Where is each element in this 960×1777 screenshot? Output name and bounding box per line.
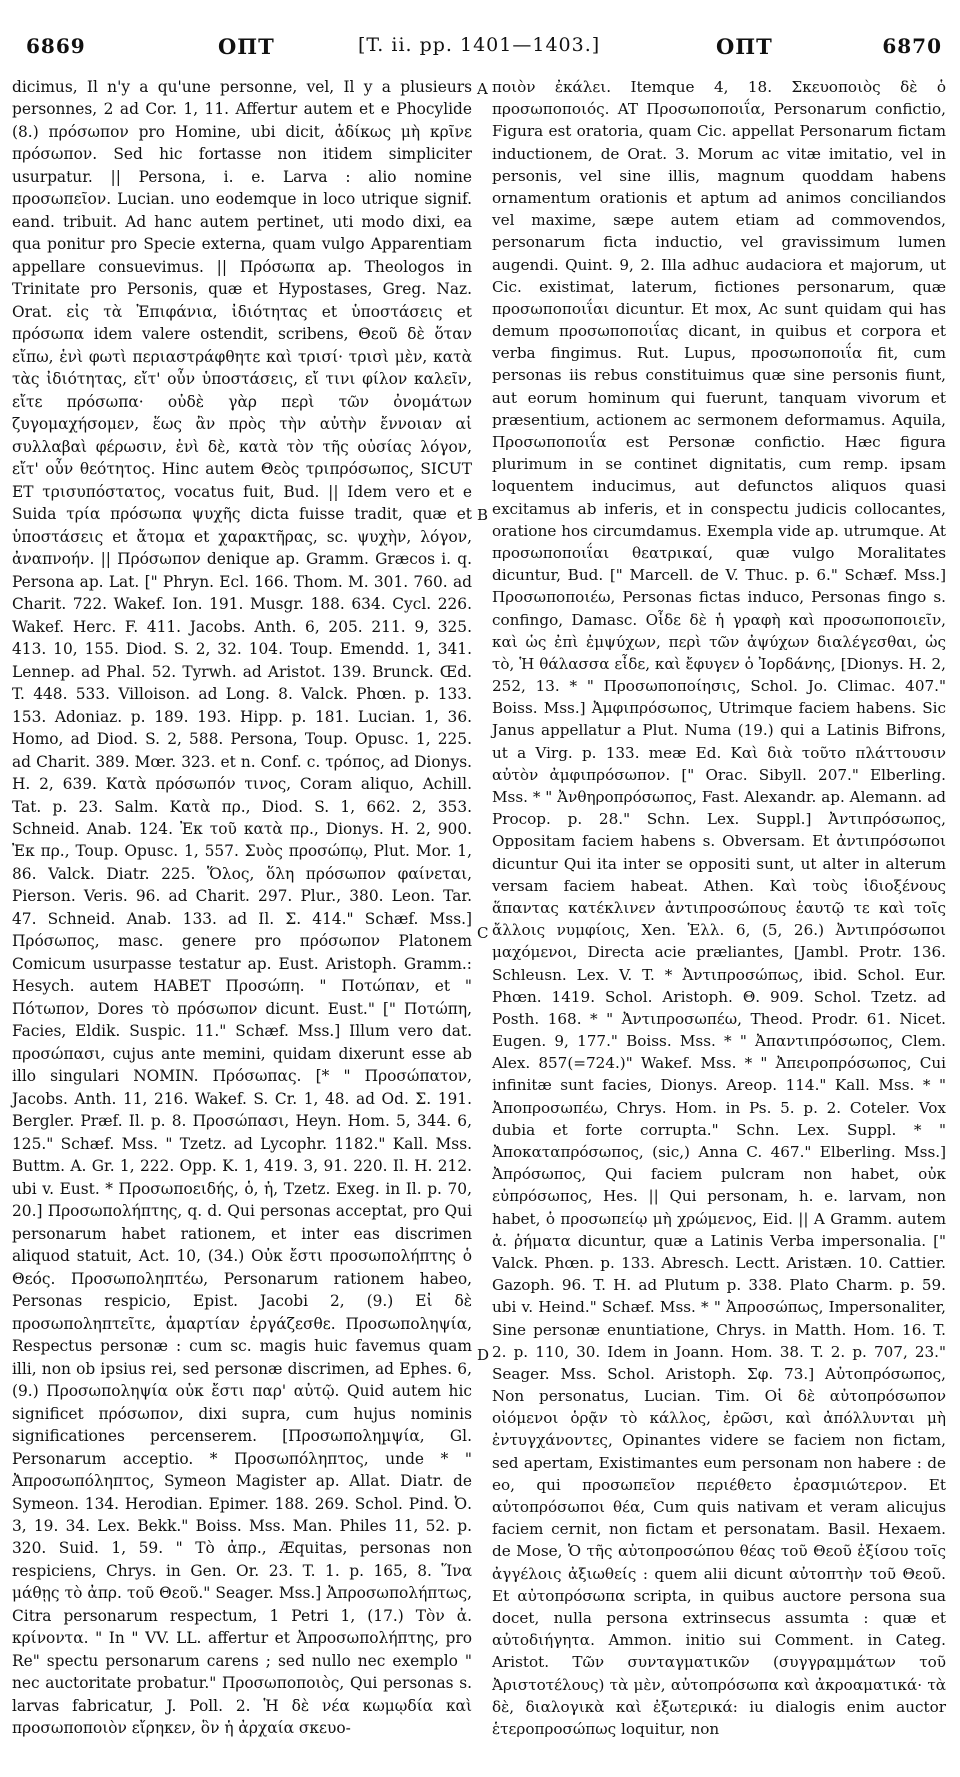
margin-letter-d: D xyxy=(477,1346,490,1364)
left-column-text: dicimus, Il n'y a qu'une personne, vel, Il y a plusieurs personnes, 2 ad Cor. 1, 11. Affertur autem et e Phocylide (8.) πρόσωπον pro Homine, ubi dicit, ἀδίκως μὴ κρῖνε πρόσωπον. Sed hic fortasse non itidem simpliciter usurpatur. || Persona, i. e. Larva : alio nomine προσωπεῖον. Lucian. uno eodemque in loco utrique signif. eand. tribuit. Ad hanc autem pertinet, uti modo dixi, ea qua ponitur pro Specie externa, quam vulgo Apparentiam appellare consuevimus. || Πρόσωπα ap. Theologos in Trinitate pro Personis, quæ et Hypostases, Greg. Naz. Orat. εἰς τὰ Ἐπιφάνια, ἰδιότητας et ὑποστάσεις et πρόσωπα idem valere ostendit, scribens, Θεοῦ δὲ ὅταν εἴπω, ἑνὶ φωτὶ περιαστράφθητε καὶ τρισί· τρισὶ μὲν, κατὰ τὰς ἰδιότητας, εἴτ' οὖν ὑποστάσεις, εἴ τινι φίλον καλεῖν, εἴτε πρόσωπα· οὐδὲ γὰρ περὶ τῶν ὀνομάτων ζυγομαχήσομεν, ἕως ἂν πρὸς τὴν αὐτὴν ἔννοιαν αἱ συλλαβαὶ φέρωσιν, ἑνὶ δὲ, κατὰ τὸν τῆς οὐσίας λόγον, εἴτ' οὖν θεότητος. Hinc autem Θεὸς τριπρόσωπος, SICUT ET τρισυπόστατος, vocatus fuit, Bud. || Idem vero et e Suida τρία πρόσωπα ψυχῆς dicta fuisse tradit, quæ et ὑποστάσεις et ἄτομα et χαρακτῆρας, sc. ψυχὴν, λόγον, ἀναπνοήν. || Πρόσωπον denique ap. Gramm. Græcos i. q. Persona ap. Lat. [" Phryn. Ecl. 166. Thom. M. 301. 760. ad Charit. 722. Wakef. Ion. 191. Musgr. 188. 634. Cycl. 226. Wakef. Herc. F. 411. Jacobs. Anth. 6, 205. 211. 9, 325. 413. 10, 155. Diod. S. 2, 32. 104. Toup. Emendd. 1, 341. Lennep. ad Phal. 52. Tyrwh. ad Aristot. 139. Brunck. Œd. T. 448. 533. Villoison. ad Long. 8. Valck. Phœn. p. 133. 153. Adoniaz. p. 189. 193. Hipp. p. 181. Lucian. 1, 36. Homo, ad Diod. S. 2, 588. Persona, Toup. Opusc. 1, 225. ad Charit. 389. Mœr. 323. et n. Conf. c. τρόπος, ad Dionys. H. 2, 639. Κατὰ πρόσωπόν τινος, Coram aliquo, Achill. Tat. p. 23. Salm. Κατὰ πρ., Diod. S. 1, 662. 2, 353. Schneid. Anab. 124. Ἐκ τοῦ κατὰ πρ., Dionys. H. 2, 900. Ἐκ πρ., Toup. Opusc. 1, 557. Συὸς προσώπῳ, Plut. Mor. 1, 86. Valck. Diatr. 225. Ὅλος, ὅλη πρόσωπον φαίνεται, Pierson. Veris. 96. ad Charit. 297. Plur., 380. Leon. Tar. 47. Schneid. Anab. 133. ad Il. Σ. 414." Schæf. Mss.] Πρόσωπος, masc. genere pro πρόσωπον Platonem Comicum usurpasse testatur ap. Eust. Aristoph. Gramm.: Hesych. autem HABET Προσώπη. " Ποτώπαν, et " Πότωπον, Dores τὸ πρόσωπον dicunt. Eust." [" Ποτώπη, Facies, Eldik. Suspic. 11." Schæf. Mss.] Illum vero dat. προσώπασι, cujus ante memini, quidam dixerunt esse ab illo singulari NOMIN. Πρόσωπας. [* " Προσώπατον, Jacobs. Anth. 11, 216. Wakef. S. Cr. 1, 48. ad Od. Σ. 191. Bergler. Præf. Il. p. 8. Προσώπασι, Heyn. Hom. 5, 344. 6, 125." Schæf. Mss. " Tzetz. ad Lycophr. 1182." Kall. Mss. Buttm. A. Gr. 1, 222. Opp. K. 1, 419. 3, 91. 220. Il. H. 212. ubi v. Eust. * Προσωποειδής, ὁ, ἡ, Tzetz. Exeg. in Il. p. 70, 20.] Προσωπολήπτης, q. d. Qui personas acceptat, pro Qui personarum habet rationem, et inter eas discrimen aliquod statuit, Act. 10, (34.) Οὐκ ἔστι προσωπολήπτης ὁ Θεός. Προσωποληπτέω, Personarum rationem habeo, Personas respicio, Epist. Jacobi 2, (9.) Εἰ δὲ προσωποληπτεῖτε, ἁμαρτίαν ἐργάζεσθε. Προσωποληψία, Respectus personæ : cum sc. magis huic favemus quam illi, non ob ipsius rei, sed personæ discrimen, ad Ephes. 6, (9.) Προσωποληψία οὐκ ἔστι παρ' αὐτῷ. Quid autem hic significet πρόσωπον, dixi supra, cum hujus nominis significationes percenserem. [Προσωποληµψία, Gl. Personarum acceptio. * Προσωπόληπτος, unde * " Ἀπροσωπόληπτος, Symeon Magister ap. Allat. Diatr. de Symeon. 134. Herodian. Epimer. 188. 269. Schol. Pind. Ὀ. 3, 19. 34. Lex. Bekk." Boiss. Mss. Man. Philes 11, 52. p. 320. Suid. 1, 59. " Τὸ ἀπρ., Æquitas, personas non respiciens, Chrys. in Gen. Or. 23. T. 1. p. 165, 8. Ἵνα μάθῃς τὸ ἀπρ. τοῦ Θεοῦ." Seager. Mss.] Ἀπροσωπολήπτως, Citra personarum respectum, 1 Petri 1, (17.) Τὸν ἀ. κρίνοντα. " In " VV. LL. affertur et Ἀπροσωπολήπτης, pro Re" spectu personarum carens ; sed nullo nec exemplo " nec auctoritate probatur." Προσωποποιὸς, Qui personas s. larvas fabricatur, J. Poll. 2. Ἡ δὲ νέα κωμῳδία καὶ προσωποποιὸν εἴρηκεν, ὃν ἡ ἀρχαία σκευο- xyxy=(12,78,472,1738)
right-column xyxy=(492,76,946,1740)
margin-letter-a: A xyxy=(477,80,488,98)
left-column-number: 6869 xyxy=(26,34,86,58)
margin-letter-b: B xyxy=(477,506,489,524)
left-column xyxy=(12,76,472,1740)
right-column-number: 6870 xyxy=(882,34,942,58)
margin-letter-c: C xyxy=(477,924,489,942)
page-range: [T. ii. pp. 1401—1403.] xyxy=(358,34,601,56)
page-header xyxy=(0,20,960,70)
right-headword: ΟΠΤ xyxy=(716,34,773,59)
left-headword: ΟΠΤ xyxy=(218,34,275,59)
right-column-text: ποιὸν ἐκάλει. Itemque 4, 18. Σκευοποιὸς δὲ ὁ προσωποποιός. AT Προσωποποιΐα, Personarum confictio, Figura est oratoria, quam Cic. appellat Personarum fictam inductionem, de Orat. 3. Morum ac vitæ imitatio, vel in personis, vel sine illis, magnum quoddam habens ornamentum orationis et aptum ad animos conciliandos vel maxime, sæpe autem etiam ad commovendos, personarum ficta inductio, vel gravissimum lumen augendi. Quint. 9, 2. Illa adhuc audaciora et majorum, ut Cic. existimat, laterum, fictiones personarum, quæ προσωποποιΐαι dicuntur. Et mox, Ac sunt quidam qui has demum προσωποποιΐας dicant, in quibus et corpora et verba fingimus. Rut. Lupus, προσωποποιΐα fit, cum personas iis rebus constituimus quæ sine personis fiunt, aut eorum hominum qui fuerunt, tanquam vivorum et præsentium, actionem ac sermonem deformamus. Aquila, Προσωποποιΐα est Personæ confictio. Hæc figura plurimum in se continet dignitatis, cum remp. ipsam loquentem inducimus, aut defunctos aliquos quasi excitamus ab inferis, et in conspectu judicis collocantes, oratione hos circumdamus. Exempla vide ap. utrumque. At προσωποποιΐαι θεατρικαί, quæ vulgo Moralitates dicuntur, Bud. [" Marcell. de V. Thuc. p. 6." Schæf. Mss.] Προσωποποιέω, Personas fictas induco, Personas fingo s. confingo, Damasc. Οἶδε δὲ ἡ γραφὴ καὶ προσωποποιεῖν, καὶ ὡς ἐπὶ ἐμψύχων, περὶ τῶν ἀψύχων διαλέγεσθαι, ὡς τὸ, Ἡ θάλασσα εἶδε, καὶ ἔφυγεν ὁ Ἰορδάνης, [Dionys. H. 2, 252, 13. * " Προσωποποίησις, Schol. Jo. Climac. 407." Boiss. Mss.] Ἀμφιπρόσωπος, Utrimque faciem habens. Sic Janus appellatur a Plut. Numa (19.) qui a Latinis Bifrons, ut a Virg. p. 133. meæ Ed. Καὶ διὰ τοῦτο πλάττουσιν αὐτὸν ἀμφιπρόσωπον. [" Orac. Sibyll. 207." Elberling. Mss. * " Ἀνθηροπρόσωπος, Fast. Alexandr. ap. Alemann. ad Procop. p. 28." Schn. Lex. Suppl.] Ἀντιπρόσωπος, Oppositam faciem habens s. Obversam. Et ἀντιπρόσωποι dicuntur Qui ita inter se oppositi sunt, ut alter in alterum versam faciem habeat. Athen. Καὶ τοὺς ἰδιοξένους ἅπαντας κατέκλινεν ἀντιπροσώπους ἑαυτῷ τε καὶ τοῖς ἄλλοις νυμφίοις, Xen. Ἑλλ. 6, (5, 26.) Ἀντιπρόσωποι μαχόμενοι, Directa acie præliantes, [Jambl. Protr. 136. Schleusn. Lex. V. T. * Ἀντιπροσώπως, ibid. Schol. Eur. Phœn. 1419. Schol. Aristoph. Θ. 909. Schol. Tzetz. ad Posth. 168. * " Ἀντιπροσωπέω, Theod. Prodr. 61. Nicet. Eugen. 9, 177." Boiss. Mss. * " Ἀπαντιπρόσωπος, Clem. Alex. 857(=724.)" Wakef. Mss. * " Ἀπειροπρόσωπος, Cui infinitæ sunt facies, Dionys. Areop. 114." Kall. Mss. * " Ἀποπροσωπέω, Chrys. Hom. in Ps. 5. p. 2. Coteler. Vox dubia et forte corrupta." Schn. Lex. Suppl. * " Ἀποκαταπρόσωπος, (sic,) Anna C. 467." Elberling. Mss.] Ἀπρόσωπος, Qui faciem pulcram non habet, οὐκ εὐπρόσωπος, Hes. || Qui personam, h. e. larvam, non habet, ὁ προσωπείῳ μὴ χρώμενος, Eid. || A Gramm. autem ἀ. ῥήματα dicuntur, quæ a Latinis Verba impersonalia. [" Valck. Phœn. p. 133. Abresch. Lectt. Aristæn. 10. Cattier. Gazoph. 96. T. H. ad Plutum p. 338. Plato Charm. p. 59. ubi v. Heind." Schæf. Mss. * " Ἀπροσώπως, Impersonaliter, Sine personæ enuntiatione, Chrys. in Matth. Hom. 16. T. 2. p. 110, 30. Idem in Joann. Hom. 38. T. 2. p. 707, 23." Seager. Mss. Schol. Aristoph. Σφ. 73.] Αὐτοπρόσωπος, Non personatus, Lucian. Tim. Οἱ δὲ αὐτοπρόσωπον οἰόμενοι ὁρᾷν τὸ κάλλος, ἐρῶσι, καὶ ἀπόλλυνται μὴ ἐντυγχάνοντες, Opinantes videre se faciem non fictam, sed apertam, Existimantes eum personam non habere : de eo, qui προσωπεῖον περιέθετο ἐρασμιώτερον. Et αὐτοπρόσωποι θέα, Cum quis nativam et veram alicujus faciem cernit, non fictam et personatam. Basil. Hexaem. de Mose, Ὁ τῆς αὐτοπροσώπου θέας τοῦ Θεοῦ ἐξίσου τοῖς ἀγγέλοις ἀξιωθείς : quem alii dicunt αὐτοπτὴν τοῦ Θεοῦ. Et αὐτοπρόσωπα scripta, in quibus auctore persona sua docet, nulla persona extrinsecus assumta : quæ et αὐτοδιήγητα. Ammon. initio sui Comment. in Categ. Aristot. Τῶν συνταγματικῶν (συγγραμμάτων τοῦ Ἀριστοτέλους) τὰ μὲν, αὐτοπρόσωπα καὶ ἀκροαματικά· τὰ δὲ, διαλογικὰ καὶ ἐξωτερικά: iu dialogis enim auctor ἑτεροπροσώπως loquitur, non xyxy=(492,78,946,1738)
